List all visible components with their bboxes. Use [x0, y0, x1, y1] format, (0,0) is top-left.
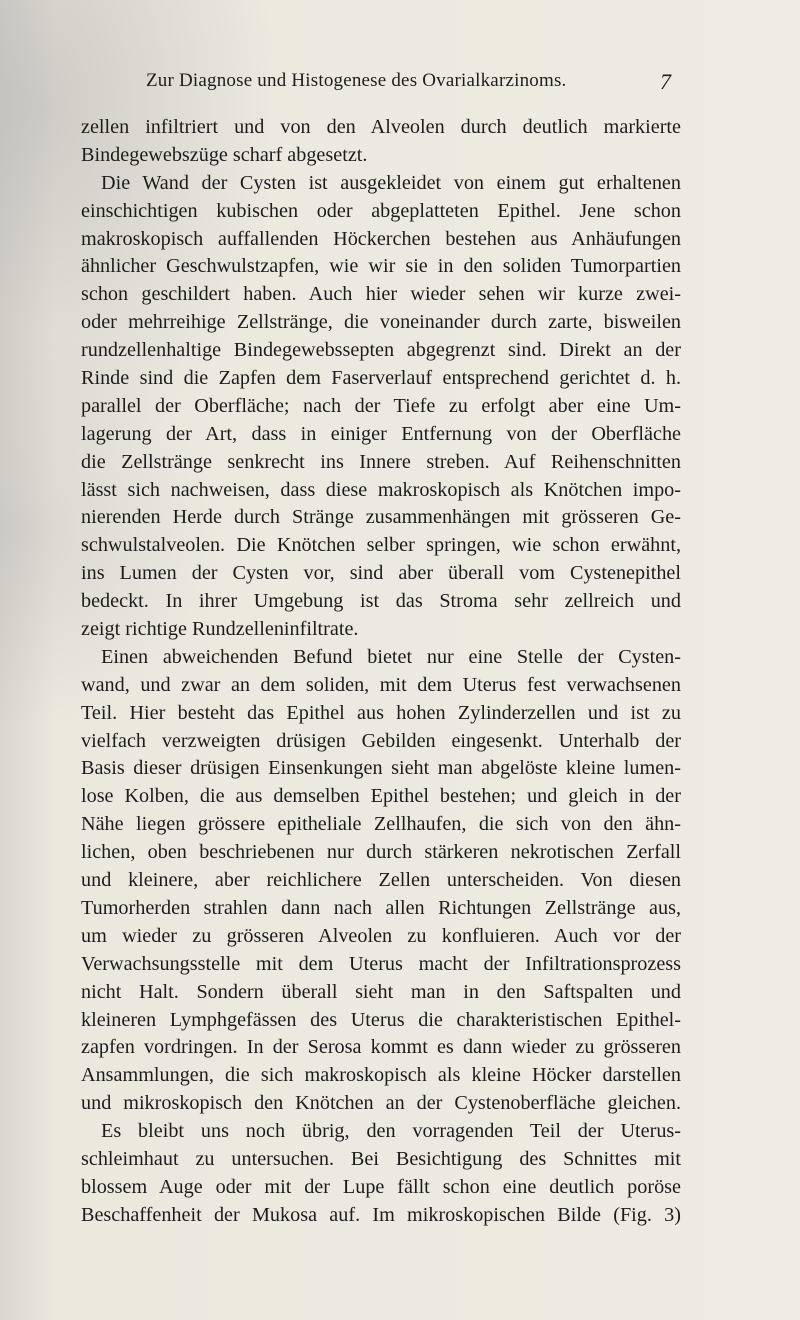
- text-line: lose Kolben, die aus demselben Epithel bestehen; und gleich in der: [81, 785, 681, 808]
- text-line: blossem Auge oder mit der Lupe fällt schon eine deutlich poröse: [81, 1175, 681, 1198]
- text-line: Beschaffenheit der Mukosa auf. Im mikroskopischen Bilde (Fig. 3): [81, 1203, 681, 1226]
- text-line: rundzellenhaltige Bindegewebssepten abgegrenzt sind. Direkt an der: [81, 339, 681, 362]
- text-line: vielfach verzweigten drüsigen Gebilden eingesenkt. Unterhalb der: [81, 729, 681, 752]
- text-line: wand, und zwar an dem soliden, mit dem Uterus fest verwachsenen: [81, 673, 681, 696]
- running-head: Zur Diagnose und Histogenese des Ovarialkarzinoms.: [146, 70, 567, 91]
- text-line: Rinde sind die Zapfen dem Faserverlauf entsprechend gerichtet d. h.: [81, 367, 681, 390]
- text-line: lässt sich nachweisen, dass diese makroskopisch als Knötchen impo-: [81, 478, 681, 501]
- text-line: ins Lumen der Cysten vor, sind aber überall vom Cystenepithel: [81, 562, 681, 585]
- text-line: zeigt richtige Rundzelleninfiltrate.: [81, 618, 359, 641]
- text-line: lichen, oben beschriebenen nur durch stärkeren nekrotischen Zerfall: [81, 841, 681, 864]
- text-line: oder mehrreihige Zellstränge, die voneinander durch zarte, bisweilen: [81, 311, 681, 334]
- text-line: makroskopisch auffallenden Höckerchen bestehen aus Anhäufungen: [81, 227, 681, 250]
- text-line: Verwachsungsstelle mit dem Uterus macht der Infiltrationsprozess: [81, 952, 681, 975]
- page-number: 7: [660, 69, 671, 94]
- text-line: Die Wand der Cysten ist ausgekleidet von einem gut erhaltenen: [101, 171, 681, 194]
- text-line: und kleinere, aber reichlichere Zellen unterscheiden. Von diesen: [81, 869, 681, 892]
- text-line: Bindegewebszüge scharf abgesetzt.: [81, 143, 368, 166]
- text-line: nicht Halt. Sondern überall sieht man in den Saftspalten und: [81, 980, 681, 1003]
- text-line: ähnlicher Geschwulstzapfen, wie wir sie in den soliden Tumorpartien: [81, 255, 681, 278]
- text-line: Es bleibt uns noch übrig, den vorragenden Teil der Uterus-: [101, 1120, 681, 1143]
- text-line: Nähe liegen grössere epitheliale Zellhaufen, die sich von den ähn-: [81, 813, 681, 836]
- text-line: um wieder zu grösseren Alveolen zu konfluieren. Auch vor der: [81, 924, 681, 947]
- text-line: lagerung der Art, dass in einiger Entfernung von der Oberfläche: [81, 422, 681, 445]
- text-line: Einen abweichenden Befund bietet nur eine Stelle der Cysten-: [101, 645, 681, 668]
- text-line: Basis dieser drüsigen Einsenkungen sieht man abgelöste kleine lumen-: [81, 757, 681, 780]
- text-line: Tumorherden strahlen dann nach allen Richtungen Zellstränge aus,: [81, 896, 681, 919]
- text-line: zellen infiltriert und von den Alveolen durch deutlich markierte: [81, 116, 681, 138]
- body-text: [81, 114, 681, 1230]
- text-line: nierenden Herde durch Stränge zusammenhängen mit grösseren Ge-: [81, 506, 681, 529]
- text-line: schwulstalveolen. Die Knötchen selber springen, wie schon erwähnt,: [81, 534, 681, 557]
- text-line: Ansammlungen, die sich makroskopisch als kleine Höcker darstellen: [81, 1064, 681, 1087]
- text-line: kleineren Lymphgefässen des Uterus die charakteristischen Epithel-: [81, 1008, 681, 1031]
- text-line: schon geschildert haben. Auch hier wieder sehen wir kurze zwei-: [81, 283, 681, 306]
- text-line: zapfen vordringen. In der Serosa kommt es dann wieder zu grösseren: [81, 1036, 681, 1059]
- text-line: schleimhaut zu untersuchen. Bei Besichtigung des Schnittes mit: [81, 1147, 681, 1170]
- page-header: [0, 70, 800, 110]
- text-line: einschichtigen kubischen oder abgeplatteten Epithel. Jene schon: [81, 199, 681, 222]
- text-line: die Zellstränge senkrecht ins Innere streben. Auf Reihenschnitten: [81, 450, 681, 473]
- text-line: und mikroskopisch den Knötchen an der Cystenoberfläche gleichen.: [81, 1092, 681, 1115]
- text-line: parallel der Oberfläche; nach der Tiefe zu erfolgt aber eine Um-: [81, 394, 681, 417]
- text-line: bedeckt. In ihrer Umgebung ist das Stroma sehr zellreich und: [81, 590, 681, 613]
- text-line: Teil. Hier besteht das Epithel aus hohen Zylinderzellen und ist zu: [81, 701, 681, 724]
